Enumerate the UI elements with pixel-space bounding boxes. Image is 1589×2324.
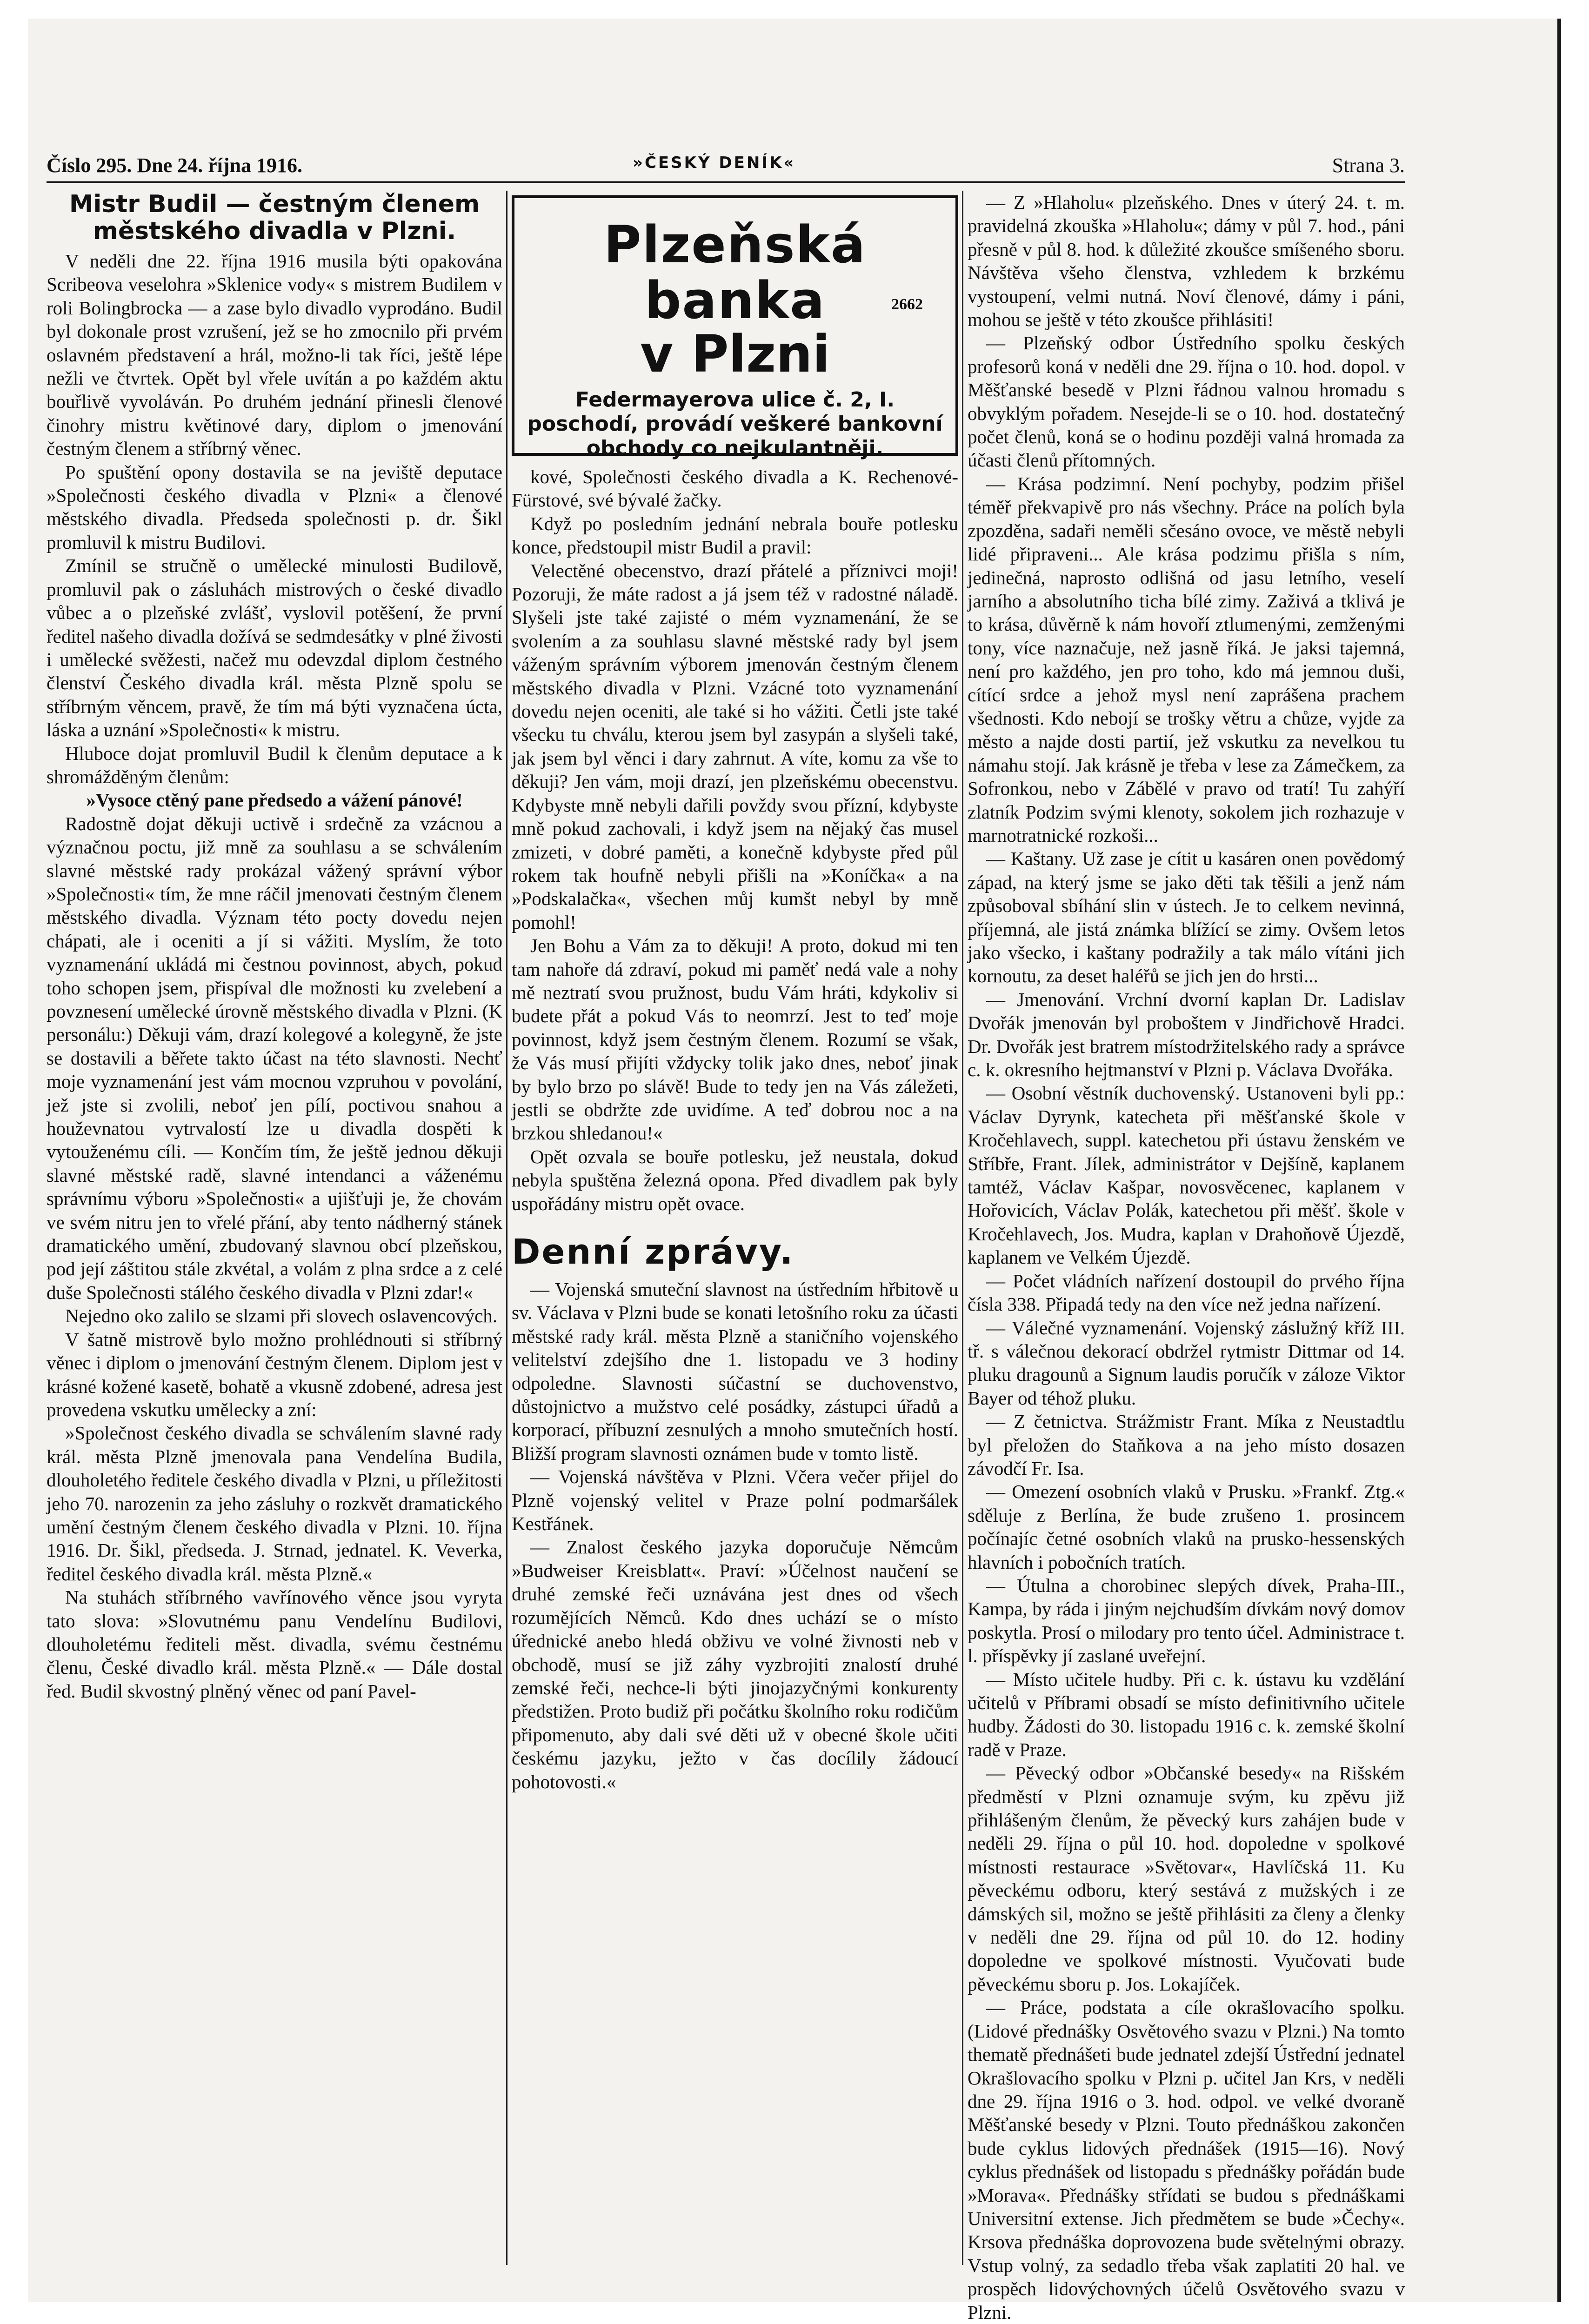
masthead: »ČESKÝ DENÍK« xyxy=(633,153,796,172)
paragraph: Nejedno oko zalilo se slzami při slovech oslavencových. xyxy=(65,1305,498,1327)
news-item: — Osobní věstník duchovenský. Ustanoveni byli pp.: Václav Dyrynk, katecheta při měšťanské škole v Kročehlavech, suppl. katechetou při ústavu ženském ve Stříbře, Frant. Jílek, administrátor v Dejšíně, kaplanem tamtéž, Václav Kašpar, novosvěcenec, kaplanem v Hořovicích, Václav Polák, katechetou při měšť. škole v Kročehlavech, Jos. Mudra, kaplan v Drahoňově Újezdě, kaplanem ve Velkém Újezdě. xyxy=(968,1082,1405,1268)
ad-title: Plzeňská banka xyxy=(603,215,867,330)
column-2 xyxy=(512,465,958,1793)
news-item: — Pěvecký odbor »Občanské besedy« na Rišském předměstí v Plzni oznamuje svým, ku zpěvu již přihlášeným členům, že pěvecký kurs zahájen bude v neděli 29. října o půl 10. hod. dopoledne v spolkové místnosti restaurace »Světovar«, Havlíčská 11. Ku pěveckému odboru, který sestává z mužských i ze dámských sil, možno se ještě přihlásiti za členy a členky v neděli dne 29. října od půl 10. do 12. hodiny dopoledne ve spolkové místnosti. Vyučovati bude pěveckému sboru p. Jos. Lokajíček. xyxy=(968,1762,1405,1995)
header-rule xyxy=(47,181,1405,183)
news-item: — Kaštany. Už zase je cítit u kasáren onen povědomý západ, na který jsme se jako děti tak těšili a jenž nám způsoboval sbíhání slin v ústech. Je to celkem nevinná, příjemná, ale jistá známka blížící se zimy. Ovšem letos jako všecko, i kaštany podražily a tak málo vítáni jich kornoutu, za deset haléřů se jich jen do hrsti... xyxy=(968,848,1405,987)
column-divider xyxy=(506,191,507,2265)
paragraph: Hluboce dojat promluvil Budil k členům deputace a k shromážděným členům: xyxy=(47,742,502,787)
news-item: — Vojenská smuteční slavnost na ústředním hřbitově u sv. Václava v Plzni bude se konati letošního roku za účasti městské rady král. města Plzně a staničního vojenského velitelství zdejšího dne 1. listopadu ve 3 hodiny odpoledne. Slavnosti súčastní se duchovenstvo, důstojnictvo a mužstvo celé posádky, zástupci úřadů a korporací, příbuzní zesnulých a mnoho smutečních hostí. Bližší program slavnosti oznámen bude v tomto listě. xyxy=(512,1279,958,1464)
news-item: — Práce, podstata a cíle okrašlovacího spolku. (Lidové přednášky Osvětového svazu v Plzni.) Na tomto thematě přednášeti bude jednatel zdejší Ústřední jednatel Okrašlovacího spolku v Plzni p. učitel Jan Krs, v neděli dne 29. října 1916 o 3. hod. odpol. ve velké dvoraně Měšťanské besedy v Plzni. Touto přednáškou zakončen bude cyklus lidových přednášek (1915—16). Nový cyklus přednášek od listopadu s přednášky pořádán bude »Morava«. Přednášky střídati se budou s přednáškami Universitní extense. Jich předmětem se bude »Čechy«. Krsova přednáška doprovozena bude světelnými obrazy. Vstup volný, za sedadlo třeba však zaplatiti 20 hal. ve prospěch lidovýchovných účelů Osvětového svazu v Plzni. xyxy=(968,1997,1405,2323)
bank-advertisement xyxy=(512,195,958,460)
issue-date: Číslo 295. Dne 24. října 1916. xyxy=(47,154,302,177)
page-edge xyxy=(1557,19,1561,2302)
page-header xyxy=(47,153,1405,181)
article-headline: Mistr Budil — čestným členem městského divadla v Plzni. xyxy=(69,190,480,245)
paragraph: Když po posledním jednání nebrala bouře potlesku konce, předstoupil mistr Budil a pravil: xyxy=(512,513,958,558)
column-1 xyxy=(47,191,502,1703)
news-item: — Vojenská návštěva v Plzni. Včera večer přijel do Plzně vojenský velitel v Praze polní podmaršálek Kestřánek. xyxy=(512,1466,958,1535)
paragraph: Radostně dojat děkuji uctivě i srdečně za vzácnou a význačnou poctu, již mně za souhlasu a se schválením slavné městské rady prokázal vážený správní výbor »Společnosti« tím, že mne ráčil jmenovati čestným členem městského divadla. Význam této pocty dovedu nejen chápati, ale i oceniti a jí si vážiti. Myslím, že toto vyznamenání ukládá mi čestnou povinnost, abych, pokud toho schopen jsem, přispíval dle možnosti ku zvelebení a povznesení umělecké úrovně městského divadla v Plzni. (K personálu:) Děkuji vám, drazí kolegové a kolegyně, že jste se dostavili a běřete takto účast na této slavnosti. Nechť moje vyznamenání jest vám mocnou vzpruhou v povolání, jež jste si zvolili, neboť jen pílí, poctivou snahou a houževnatou vytrvalostí lze u divadla dospěti k vytouženému cíli. — Končím tím, že ještě jednou děkuji slavné městské radě, slavné intendanci a váženému správnímu výboru »Společnosti« a ujišťuji je, že chovám ve svém nitru jen to vřelé přání, aby tento nádherný stánek dramatického umění, zbudovaný slavnou obcí plzeňskou, pod její záštitou stále zkvétal, a volám z plna srdce a z celé duše Společnosti stálého českého divadla v Plzni zdar!« xyxy=(47,812,502,1303)
news-item: — Z četnictva. Strážmistr Frant. Míka z Neustadtlu byl přeložen do Staňkova a na jeho místo dosazen závodčí Fr. Isa. xyxy=(968,1411,1405,1479)
news-item: — Útulna a chorobinec slepých dívek, Praha-III., Kampa, by ráda i jiným nejchudším dívkám nový domov poskytla. Prosí o milodary pro tento účel. Administrace t. l. příspěvky jí zaslané uveřejní. xyxy=(968,1574,1405,1667)
news-item: — Místo učitele hudby. Při c. k. ústavu ku vzdělání učitelů v Příbrami obsadí se místo definitivního učitele hudby. Žádosti do 30. listopadu 1916 c. k. zemské školní radě v Praze. xyxy=(968,1668,1405,1760)
news-item: — Počet vládních nařízení dostoupil do prvého října čísla 338. Připadá tedy na den více než jedna nařízení. xyxy=(968,1270,1405,1315)
paragraph: Opět ozvala se bouře potlesku, jež neustala, dokud nebyla spuštěna železná opona. Před divadlem pak byly uspořádány mistru opět ovace. xyxy=(512,1145,958,1214)
paragraph: Po spuštění opony dostavila se na jeviště deputace »Společnosti českého divadla v Plzni« a členové městského divadla. Předseda společnosti p. dr. Šikl promluvil k mistru Budilovi. xyxy=(47,461,502,553)
news-item: — Válečné vyznamenání. Vojenský záslužný kříž III. tř. s válečnou dekorací obdržel rytmistr Dittmar od 14. pluku dragounů a Signum laudis poručík v záloze Viktor Bayer od téhož pluku. xyxy=(968,1317,1405,1409)
paragraph: Jen Bohu a Vám za to děkuji! A proto, dokud mi ten tam nahoře dá zdraví, pokud mi paměť nedá vale a nohy mě neztratí svou pružnost, budu Vám hráti, kdykoliv si budete přát a pokud Vás to neomrzí. Jest to teď moje povinnost, když jsem čestným členem. Rozumí se však, že Vás musí přijíti vždycky tolik jako dnes, neboť jinak by bylo brzo po slávě! Bude to tedy jen na Vás záležeti, jestli se obdržte zde uvidíme. A teď dobrou noc a na brzkou shledanou!« xyxy=(512,935,958,1144)
paragraph: »Společnost českého divadla se schválením slavné rady král. města Plzně jmenovala pana Vendelína Budila, dlouholetého ředitele českého divadla v Plzni, u příležitosti jeho 70. narozenin za jeho zásluhy o rozkvět dramatického umění čestným členem českého divadla v Plzni. 10. října 1916. Dr. Šikl, předseda. J. Strnad, jednatel. K. Veverka, ředitel českého divadla král. města Plzně.« xyxy=(47,1422,502,1585)
news-item: — Omezení osobních vlaků v Prusku. »Frankf. Ztg.« sděluje z Berlína, že bude zrušeno 1. prosincem počínajíc četné osobních vlaků na prusko-hessenských hlavních i pobočních tratích. xyxy=(968,1481,1405,1573)
column-3 xyxy=(968,191,1405,2324)
page-number: Strana 3. xyxy=(1332,154,1405,177)
news-item: — Z »Hlaholu« plzeňského. Dnes v úterý 24. t. m. pravidelná zkouška »Hlaholu«; dámy v půl 7. hod., páni přesně v půl 8. hod. k důležité zkoušce smíšeného sboru. Návštěva všeho členstva, vzhledem k brzkému vystoupení, velmi nutná. Noví členové, dámy i páni, mohou se ještě v této zkoušce přihlásiti! xyxy=(968,192,1405,331)
ad-number: 2662 xyxy=(891,296,923,313)
paragraph: Na stuhách stříbrného vavřínového věnce jsou vyryta tato slova: »Slovutnému panu Vendelínu Budilovi, dlouholetému řediteli měst. divadla, svému čestnému členu, České divadlo král. města Plzně.« — Dále dostal řed. Budil skvostný plněný věnec od paní Pavel- xyxy=(47,1586,502,1702)
news-item: — Jmenování. Vrchní dvorní kaplan Dr. Ladislav Dvořák jmenován byl proboštem v Jindřichově Hradci. Dr. Dvořák jest bratrem místodržitelského rady a správce c. k. okresního hejtmanství v Plzni p. Václava Dvořáka. xyxy=(968,988,1405,1081)
news-item: — Znalost českého jazyka doporučuje Němcům »Budweiser Kreisblatt«. Praví: »Účelnost naučení se druhé zemské řeči uznávána jest dnes od všech rozumějících Němců. Kdo dnes uchází se o místo úřednické anebo hledá obživu ve volné živnosti neb v obchodě, musí se již záhy vyzbrojiti znalostí druhé zemské řeči, nechce-li býti jinojazyčnými konkurenty předstižen. Proto budiž při počátku školního roku rodičům připomenuto, aby dali své děti už v obecné škole učiti českému jazyku, ježto v čas docílily žádoucí pohotovosti.« xyxy=(512,1536,958,1792)
paragraph: Zmínil se stručně o umělecké minulosti Budilově, promluvil pak o zásluhách mistrových o české divadlo vůbec a o plzeňské zvlášť, vyslovil potěšení, že první ředitel našeho divadla dožívá se sedmdesátky v plné živosti i umělecké svěžesti, načež mu odevzdal diplom čestného členství Českého divadla král. města Plzně spolu se stříbrným věncem, pravě, že tím má býti vyznačena úcta, láska a uznání »Společnosti« k mistru. xyxy=(47,555,502,741)
column-divider xyxy=(962,191,963,2265)
ad-subtitle: v Plzni xyxy=(640,324,830,384)
paragraph: V šatně mistrově bylo možno prohlédnouti si stříbrný věnec i diplom o jmenování čestným členem. Diplom jest v krásné kožené kasetě, bohatě a vkusně zdobené, adresa jest provedena vskutku umělecky a zní: xyxy=(47,1328,502,1420)
news-item: — Krása podzimní. Není pochyby, podzim přišel téměř překvapivě pro nás všechny. Práce na polích byla zpozděna, sadaři neměli sčesáno ovoce, ve městě nebyli lidé připraveni... Ale krása podzimu přišla s ním, jedinečná, naprosto odlišná od jasu letního, veselí jarního a absolutního ticha bílé zimy. Zaživá a tklivá je to krása, důvěrně k nám hovoří ztlumenými, zemženými tony, více naznačuje, než jasně říká. Je jaksi tajemná, není pro každého, jen pro toho, kdo má jemnou duši, cítící srdce a jehož mysl není zaprášena prachem všednosti. Kdo nebojí se trošky větru a chůze, vyjde za město a najde dosti partií, jež vskutku za nevelkou tu námahu stojí. Jak krásně je třeba v lese za Zámečkem, za Sofronkou, nebo v Zábělé v pravo od tratí! Tu zahýří zlatník Podzim svými klenoty, sokolem jich rozhazuje v marnotratnické rozkoši... xyxy=(968,473,1405,846)
paragraph: kové, Společnosti českého divadla a K. Rechenové-Fürstové, své bývalé žačky. xyxy=(512,466,958,511)
section-title: Denní zprávy. xyxy=(512,1232,794,1272)
speech-salutation: »Vysoce ctěný pane předsedo a vážení pánové! xyxy=(86,789,463,811)
paragraph: V neděli dne 22. října 1916 musila býti opakována Scribeova veselohra »Sklenice vody« s mistrem Budilem v roli Bolingbrocka — a zase bylo divadlo vyprodáno. Budil byl dokonale prost vzrušení, jež se ho zmocnilo při prvém oslavném představení a hrál, možno-li tak říci, ještě lépe nežli ve čtvrtek. Opět byl vřele uvítán a po každém aktu bouřlivě vyvoláván. Po druhém jednání přinesli členové činohry mistru květinové dary, diplom o jmenování čestným členem a stříbrný věnec. xyxy=(47,250,502,459)
ad-text: Federmayerova ulice č. 2, I. poschodí, provádí veškeré bankovní obchody co nejkulantněji. xyxy=(527,388,943,460)
news-item: — Plzeňský odbor Ústředního spolku českých profesorů koná v neděli dne 29. října o 10. hod. dopol. v Měšťanské besedě v Plzni řádnou valnou hromadu s obvyklým pořadem. Nesejde-li se o 10. hod. dostatečný počet členů, koná se o hodinu později valná hromada za účasti členů přítomných. xyxy=(968,332,1405,471)
paragraph: Velectěné obecenstvo, drazí přátelé a příznivci moji! Pozoruji, že máte radost a já jsem též v radostné náladě. Slyšeli jste také zajisté o mém vyznamenání, že se svolením a za souhlasu slavné městské rady byl jsem váženým správním výborem jmenován čestným členem městského divadla v Plzni. Vzácné toto vyznamenání dovedu nejen oceniti, ale také si ho vážiti. Četli jste také všecku tu chválu, kterou jsem byl zasypán a slyšeli také, jak jsem byl věnci i dary zahrnut. A víte, komu za vše to děkuji? Jen vám, moji drazí, jen plzeňskému obecenstvu. Kdybyste mně nebyli dařili povždy svou přízní, kdybyste mně pokud zachovali, i když jsem na nějaký čas musel zmizeti, v dobré paměti, a konečně kdybyste před půl rokem tak houfně nebyli přišli na »Koníčka« a na »Podskalačka«, všechen můj kumšt nebyl by mně pomohl! xyxy=(512,559,958,933)
